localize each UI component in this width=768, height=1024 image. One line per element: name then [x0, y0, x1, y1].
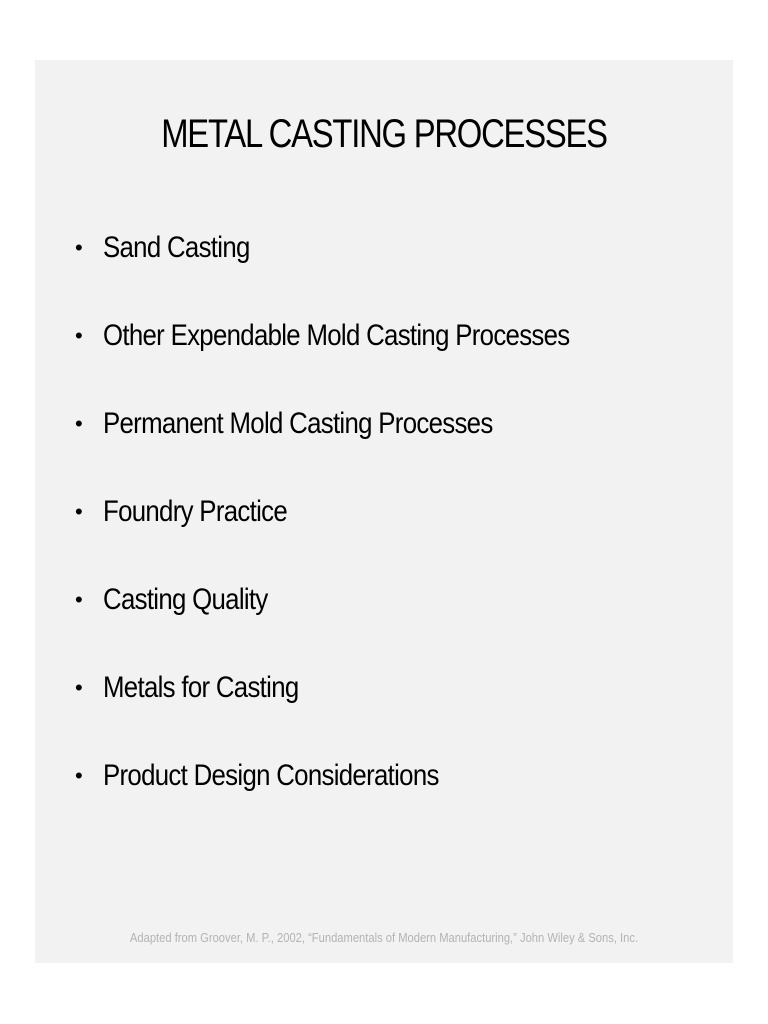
- bullet-icon: •: [75, 499, 82, 524]
- bullet-text: Product Design Considerations: [103, 759, 439, 792]
- source-citation: Adapted from Groover, M. P., 2002, “Fundamentals of Modern Manufacturing,” John Wiley & Sons, Inc.: [129, 930, 639, 945]
- bullet-text: Permanent Mold Casting Processes: [103, 407, 493, 440]
- bullet-icon: •: [75, 763, 82, 788]
- bullet-item: [75, 758, 493, 794]
- bullet-text: Casting Quality: [103, 583, 268, 616]
- bullet-icon: •: [75, 323, 82, 348]
- bullet-item: [75, 406, 556, 442]
- bullet-text: Sand Casting: [103, 231, 250, 264]
- bullet-icon: •: [75, 235, 82, 260]
- bullet-item: [75, 582, 294, 618]
- slide-title: METAL CASTING PROCESSES: [161, 112, 607, 156]
- bullet-icon: •: [75, 411, 82, 436]
- bullet-item: [75, 230, 274, 266]
- bullet-item: [75, 318, 645, 354]
- bullet-text: Metals for Casting: [103, 671, 299, 704]
- bullet-text: Other Expendable Mold Casting Processes: [103, 319, 570, 352]
- bullet-item: [75, 670, 330, 706]
- slide: [35, 60, 733, 963]
- bullet-icon: •: [75, 587, 82, 612]
- bullet-item: [75, 494, 317, 530]
- bullet-text: Foundry Practice: [103, 495, 288, 528]
- bullet-icon: •: [75, 675, 82, 700]
